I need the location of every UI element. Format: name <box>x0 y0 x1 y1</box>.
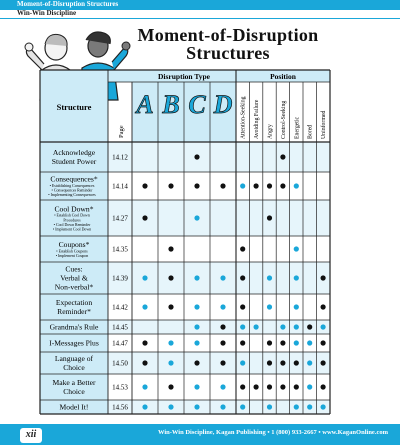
mark-dot <box>321 324 326 329</box>
mark-dot <box>280 154 285 159</box>
structure-subitem: • Establish Cool Down <box>54 213 90 218</box>
mark-dot <box>307 404 312 409</box>
mark-dot <box>267 404 272 409</box>
structure-name: Cool Down* <box>54 204 94 214</box>
position-col-energetic: Energetic <box>294 116 301 139</box>
mark-dot <box>194 384 199 389</box>
mark-dot <box>142 304 147 309</box>
mark-dot <box>307 340 312 345</box>
mark-dot <box>267 360 272 365</box>
page-number: 14.47 <box>112 339 128 348</box>
mark-dot <box>294 183 299 188</box>
mark-dot <box>280 183 285 188</box>
mark-dot <box>280 384 285 389</box>
structure-name: Make a Better <box>52 378 96 387</box>
row-tint <box>108 142 330 172</box>
disruption-type-d: D <box>213 90 233 119</box>
mark-dot <box>194 183 199 188</box>
mark-dot <box>294 275 299 280</box>
mark-dot <box>194 360 199 365</box>
structure-name: Choice <box>63 387 85 396</box>
mark-dot <box>240 384 245 389</box>
mark-dot <box>280 324 285 329</box>
mark-dot <box>267 384 272 389</box>
mark-dot <box>220 404 225 409</box>
mark-dot <box>240 324 245 329</box>
page-number: 14.56 <box>112 403 128 412</box>
mark-dot <box>220 183 225 188</box>
mark-dot <box>142 275 147 280</box>
mark-dot <box>294 324 299 329</box>
mark-dot <box>142 340 147 345</box>
disruption-type-c: C <box>188 90 206 119</box>
disruption-type-header: Disruption Type <box>157 72 211 81</box>
mark-dot <box>168 340 173 345</box>
mark-dot <box>168 404 173 409</box>
page-number: 14.35 <box>112 245 128 254</box>
mark-dot <box>240 304 245 309</box>
disruption-type-a: A <box>136 90 154 119</box>
footer-publisher-text: Win-Win Discipline, Kagan Publishing • 1 (800) 933-2667 • www.KaganOnline.com <box>157 429 388 436</box>
structure-subitem: • Implementing Consequences <box>48 193 96 198</box>
mark-dot <box>240 183 245 188</box>
mark-dot <box>267 304 272 309</box>
structure-name: Coupons* <box>58 239 90 249</box>
mark-dot <box>240 404 245 409</box>
mark-dot <box>194 275 199 280</box>
structure-subitem: • Establishing Consequences <box>49 184 95 188</box>
mark-dot <box>254 384 259 389</box>
mark-dot <box>240 275 245 280</box>
mark-dot <box>294 404 299 409</box>
page-number: 14.45 <box>112 323 128 332</box>
mark-dot <box>280 360 285 365</box>
mark-dot <box>142 215 147 220</box>
mark-dot <box>220 275 225 280</box>
structure-name: Model It! <box>59 402 89 412</box>
structure-header: Structure <box>56 102 92 112</box>
structure-subitem: • Implement Cool Down <box>52 227 92 232</box>
mark-dot <box>194 215 199 220</box>
mark-dot <box>220 384 225 389</box>
header-section-title: Moment-of-Disruption Structures <box>17 0 119 8</box>
mark-dot <box>194 340 199 345</box>
position-col-uninformed: Uninformed <box>321 110 328 139</box>
mark-dot <box>194 324 199 329</box>
mark-dot <box>294 246 299 251</box>
mark-dot <box>220 304 225 309</box>
group-header-band <box>108 70 330 82</box>
mark-dot <box>240 246 245 251</box>
mark-dot <box>220 360 225 365</box>
mark-dot <box>142 360 147 365</box>
mark-dot <box>267 340 272 345</box>
structure-subitem: Procedures <box>63 218 81 223</box>
mark-dot <box>194 404 199 409</box>
structure-name: Language of <box>54 354 94 363</box>
mark-dot <box>294 304 299 309</box>
mark-dot <box>254 183 259 188</box>
mark-dot <box>194 154 199 159</box>
structure-name: Choice <box>63 363 85 372</box>
structure-name: I-Messages Plus <box>49 338 99 348</box>
structure-name: Student Power <box>51 157 97 166</box>
mark-dot <box>267 215 272 220</box>
title-line-1: Moment-of-Disruption <box>137 25 319 45</box>
position-header: Position <box>270 72 296 81</box>
mark-dot <box>254 324 259 329</box>
mark-dot <box>194 304 199 309</box>
mark-dot <box>220 324 225 329</box>
structure-name: Non-verbal* <box>54 282 94 292</box>
structure-subitem: • Consequences Reminder <box>51 188 93 193</box>
position-col-control-seeking: Control-Seeking <box>280 100 287 139</box>
mark-dot <box>321 404 326 409</box>
position-col-bored: Bored <box>307 124 314 139</box>
mark-dot <box>168 360 173 365</box>
structure-name: Cues: <box>65 264 83 274</box>
mark-dot <box>321 275 326 280</box>
structure-subitem: • Establish Coupons <box>56 249 88 254</box>
page-number: 14.50 <box>112 359 128 368</box>
title-line-2: Structures <box>186 43 270 63</box>
position-col-attention-seeking: Attention-Seeking <box>240 96 247 139</box>
mark-dot <box>321 304 326 309</box>
mark-dot <box>142 404 147 409</box>
page-number: 14.14 <box>112 182 128 191</box>
mark-dot <box>280 340 285 345</box>
mark-dot <box>321 340 326 345</box>
mark-dot <box>267 183 272 188</box>
mark-dot <box>267 275 272 280</box>
structure-name: Expectation <box>55 298 93 307</box>
page-number: 14.39 <box>112 274 128 283</box>
mark-dot <box>168 183 173 188</box>
mark-dot <box>294 360 299 365</box>
page-number: 14.42 <box>112 303 128 312</box>
structure-name: Consequences* <box>50 174 98 184</box>
structure-name: Reminder* <box>57 307 91 316</box>
position-col-angry: Angry <box>267 124 274 139</box>
disruption-type-b: B <box>162 90 180 119</box>
mark-dot <box>168 384 173 389</box>
structure-subitem: • Implement Coupon <box>55 253 89 258</box>
mark-dot <box>294 384 299 389</box>
position-col-avoiding-failure: Avoiding Failure <box>254 99 261 139</box>
mark-dot <box>168 275 173 280</box>
mark-dot <box>321 384 326 389</box>
mark-dot <box>168 304 173 309</box>
structure-name: Acknowledge <box>52 148 96 157</box>
mark-dot <box>142 384 147 389</box>
page-number: 14.27 <box>112 214 128 223</box>
footer-page-number: xii <box>25 429 37 440</box>
mark-dot <box>142 183 147 188</box>
structure-subitem: • Cool Down Reminder <box>53 222 91 227</box>
structure-name: Verbal & <box>60 273 88 283</box>
page-number: 14.53 <box>112 383 128 392</box>
mark-dot <box>220 340 225 345</box>
header-book-title: Win-Win Discipline <box>17 9 77 17</box>
mark-dot <box>307 324 312 329</box>
mark-dot <box>240 360 245 365</box>
page-header: Page <box>118 125 125 138</box>
structure-name: Grandma's Rule <box>49 322 99 332</box>
mark-dot <box>307 384 312 389</box>
mark-dot <box>240 340 245 345</box>
mark-dot <box>321 360 326 365</box>
mark-dot <box>294 340 299 345</box>
mark-dot <box>307 360 312 365</box>
page-number: 14.12 <box>112 153 128 162</box>
mark-dot <box>168 246 173 251</box>
row-tint <box>108 200 330 236</box>
